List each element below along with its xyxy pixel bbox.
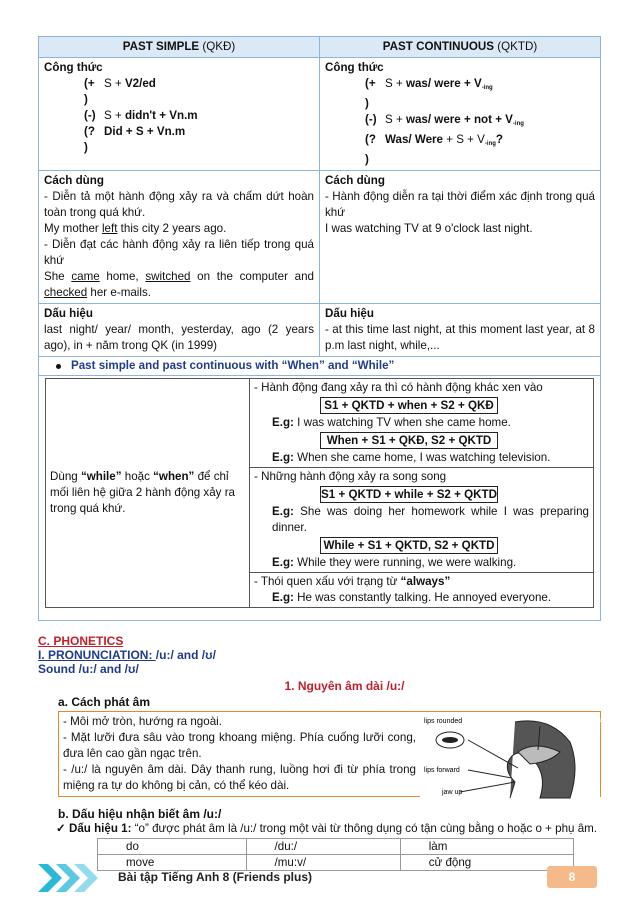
meaning-cell: làm — [400, 839, 573, 855]
word-row — [98, 839, 574, 855]
past-simple-signals: Dấu hiệu last night/ year/ month, yesterday, ago (2 years ago), in + năm trong QK (in 1999) — [39, 304, 320, 357]
past-simple-header: PAST SIMPLE (QKĐ) — [39, 37, 320, 58]
past-continuous-usage: Cách dùng - Hành động diễn ra tại thời điểm xác định trong quá khứ I was watching TV at 9 o'clock last night. — [320, 171, 601, 304]
parallel-action-rule: - Những hành động xảy ra song song S1 + QKTD + while + S2 + QKTD E.g: She was doing her homework while I was preparing dinner. While + S1 + QKTD, S2 + QKTD E.g: While they were running, we were walking. — [250, 468, 594, 573]
past-continuous-header: PAST CONTINUOUS (QKTD) — [320, 37, 601, 58]
word-cell: do — [98, 839, 247, 855]
formula-box: S1 + QKTD + while + S2 + QKTD — [321, 488, 497, 501]
page-number: 8 — [547, 866, 597, 888]
recognition-sign-1: ✓ Dấu hiệu 1: “o” được phát âm là /u:/ trong một vài từ thông dụng có tận cùng bằng o hoặc o + phụ âm. — [56, 822, 598, 835]
mouth-diagram-icon — [420, 712, 606, 798]
svg-text:jaw up: jaw up — [442, 789, 463, 796]
footer — [0, 860, 638, 894]
footer-book-title: Bài tập Tiếng Anh 8 (Friends plus) — [118, 870, 313, 884]
method-line: - /u:/ là nguyên âm dài. Dây thanh rung, luồng hơi đi từ phía trong miệng ra tự do không bị cản, có thể kéo dài. — [63, 763, 416, 792]
vowel-subtitle: 1. Nguyên âm dài /u:/ — [284, 679, 405, 693]
formula-box: S1 + QKTD + when + S2 + QKĐ — [320, 397, 498, 414]
past-continuous-signals: Dấu hiệu - at this time last night, at this moment last year, at 8 p.m last night, while,... — [320, 304, 601, 357]
interrupted-action-rule: - Hành động đang xảy ra thì có hành động khác xen vào S1 + QKTD + when + S2 + QKĐ E.g: I was watching TV when she came home. When + S1 + QKĐ, S2 + QKTD E.g: When she came home, I was watching television. — [250, 379, 594, 468]
method-line: - Mặt lưỡi đưa sâu vào trong khoang miệng. Phía cuống lưỡi cong, đưa lên cao gần ngạc trên. — [63, 731, 416, 760]
mouth-diagram — [420, 712, 606, 796]
past-simple-usage: Cách dùng - Diễn tả một hành động xảy ra và chấm dứt hoàn toàn trong quá khứ. My mother left this city 2 years ago. - Diễn đạt các hành động xảy ra liên tiếp trong quá khứ She came home, switched on the computer and checked her e-mails. — [39, 171, 320, 304]
word-cell: move — [98, 855, 247, 871]
past-continuous-formula: Công thức (+ S + was/ were + $V_{-ing}$ ) (-) S + was/ were + not + $V_{-ing}$ (? Was/ Were + $S + V_{-ing}$? ) — [320, 58, 601, 171]
method-line: - Môi mở tròn, hướng ra ngoài. — [63, 715, 222, 728]
bad-habit-rule: - Thói quen xấu với trạng từ “always” E.g: He was constantly talking. He annoyed everyone. — [250, 573, 594, 608]
ipa-cell: /mu:v/ — [246, 855, 400, 871]
page-content — [38, 36, 606, 871]
chevron-arrows-icon — [38, 864, 100, 892]
formula-line: (? Did + S + Vn.m — [84, 125, 186, 138]
pronunciation-method-title: a. Cách phát âm — [58, 695, 151, 709]
formula-box: When + S1 + QKĐ, S2 + QKTD — [320, 432, 498, 449]
when-while-section — [38, 376, 601, 621]
svg-text:lips rounded: lips rounded — [424, 718, 463, 725]
formula-line: (+ S + V2/ed — [84, 77, 156, 90]
formula-line: (-) S + didn't + Vn.m — [84, 109, 198, 122]
meaning-cell: cử động — [400, 855, 573, 871]
when-while-bullet: Past simple and past continuous with “When” and “While” — [39, 357, 601, 376]
pronunciation-method-box — [58, 711, 606, 797]
formula-box: While + S1 + QKTD, S2 + QKTD — [320, 537, 498, 554]
ipa-cell: /du:/ — [246, 839, 400, 855]
sound-heading: Sound /u:/ and /ʊ/ — [38, 662, 139, 676]
recognition-title: b. Dấu hiệu nhận biết âm /u:/ — [58, 807, 222, 821]
past-simple-formula: Công thức (+ S + V2/ed ) (-) S + didn't + Vn.m (? Did + S + Vn.m ) — [39, 58, 320, 171]
tense-comparison-table — [38, 36, 601, 376]
pronunciation-heading: I. PRONUNCIATION: /u:/ and /ʊ/ — [38, 648, 216, 662]
svg-text:back of tongue up: back of tongue up — [550, 717, 606, 724]
when-while-explanation: Dùng “while” hoặc “when” để chỉ mối liên hệ giữa 2 hành động xảy ra trong quá khứ. — [46, 379, 250, 608]
when-while-table — [45, 378, 594, 608]
section-title: C. PHONETICS — [38, 634, 124, 648]
formula-line: ) — [84, 141, 88, 154]
formula-line: ) — [84, 93, 88, 106]
svg-text:lips forward: lips forward — [424, 767, 460, 774]
